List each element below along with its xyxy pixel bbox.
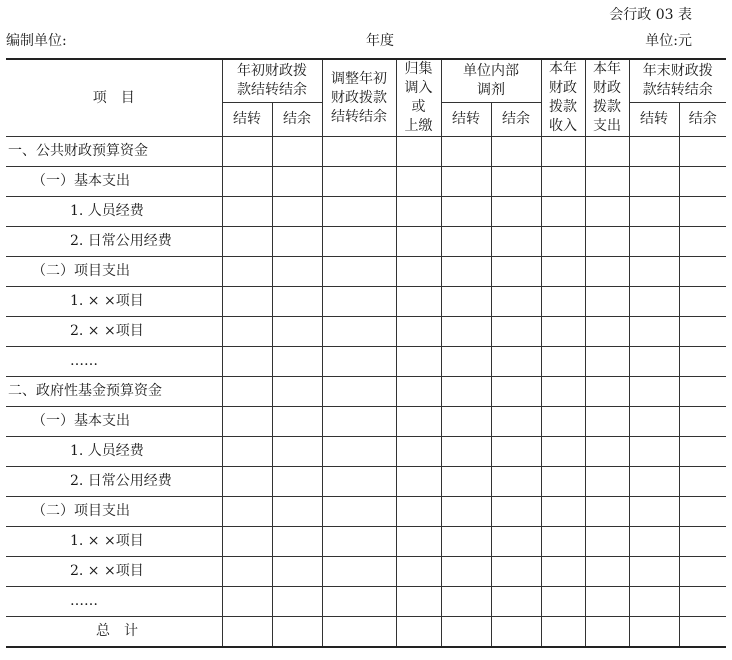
value-cell bbox=[396, 437, 441, 467]
table-row bbox=[6, 347, 726, 377]
internal-adjustment-header: 单位内部 调剂 bbox=[441, 59, 541, 102]
value-cell bbox=[396, 287, 441, 317]
value-cell bbox=[629, 167, 679, 197]
transfer-header: 归集 调入 或 上缴 bbox=[396, 59, 441, 137]
value-cell bbox=[679, 437, 726, 467]
value-cell bbox=[441, 587, 491, 617]
preparing-unit-label: 编制单位: bbox=[6, 33, 67, 49]
opening-balance-subheader: 结余 bbox=[272, 102, 322, 136]
closing-balance-header: 年末财政拨 款结转结余 bbox=[629, 59, 726, 102]
value-cell bbox=[222, 467, 272, 497]
value-cell bbox=[441, 317, 491, 347]
value-cell bbox=[222, 587, 272, 617]
value-cell bbox=[679, 467, 726, 497]
value-cell bbox=[541, 257, 585, 287]
value-cell bbox=[272, 137, 322, 167]
row-label: 1. × ×项目 bbox=[6, 287, 222, 317]
value-cell bbox=[585, 287, 629, 317]
value-cell bbox=[491, 347, 541, 377]
row-label: （二）项目支出 bbox=[6, 497, 222, 527]
value-cell bbox=[491, 377, 541, 407]
value-cell bbox=[679, 527, 726, 557]
internal-balance-subheader: 结余 bbox=[491, 102, 541, 136]
value-cell bbox=[585, 617, 629, 648]
value-cell bbox=[441, 287, 491, 317]
value-cell bbox=[541, 347, 585, 377]
row-label: 1. × ×项目 bbox=[6, 527, 222, 557]
value-cell bbox=[272, 407, 322, 437]
value-cell bbox=[272, 527, 322, 557]
value-cell bbox=[679, 587, 726, 617]
fiscal-appropriation-table bbox=[6, 58, 726, 648]
opening-balance-header: 年初财政拨 款结转结余 bbox=[222, 59, 322, 102]
value-cell bbox=[541, 377, 585, 407]
value-cell bbox=[629, 287, 679, 317]
value-cell bbox=[679, 317, 726, 347]
value-cell bbox=[322, 137, 396, 167]
value-cell bbox=[629, 347, 679, 377]
value-cell bbox=[396, 227, 441, 257]
value-cell bbox=[629, 377, 679, 407]
value-cell bbox=[322, 467, 396, 497]
value-cell bbox=[222, 437, 272, 467]
value-cell bbox=[441, 437, 491, 467]
value-cell bbox=[629, 587, 679, 617]
value-cell bbox=[222, 227, 272, 257]
value-cell bbox=[585, 317, 629, 347]
value-cell bbox=[679, 137, 726, 167]
value-cell bbox=[541, 617, 585, 648]
value-cell bbox=[441, 407, 491, 437]
value-cell bbox=[222, 317, 272, 347]
value-cell bbox=[222, 197, 272, 227]
value-cell bbox=[272, 227, 322, 257]
value-cell bbox=[491, 407, 541, 437]
value-cell bbox=[272, 587, 322, 617]
value-cell bbox=[491, 497, 541, 527]
table-row bbox=[6, 467, 726, 497]
value-cell bbox=[585, 227, 629, 257]
value-cell bbox=[441, 467, 491, 497]
value-cell bbox=[585, 137, 629, 167]
value-cell bbox=[441, 347, 491, 377]
row-label: 1. 人员经费 bbox=[6, 197, 222, 227]
value-cell bbox=[629, 557, 679, 587]
currency-unit-label: 单位:元 bbox=[645, 33, 692, 49]
row-label: （二）项目支出 bbox=[6, 257, 222, 287]
row-label: …… bbox=[6, 587, 222, 617]
row-label: 2. 日常公用经费 bbox=[6, 227, 222, 257]
value-cell bbox=[585, 437, 629, 467]
value-cell bbox=[272, 377, 322, 407]
value-cell bbox=[222, 167, 272, 197]
value-cell bbox=[322, 257, 396, 287]
value-cell bbox=[441, 167, 491, 197]
value-cell bbox=[396, 197, 441, 227]
row-label: 一、公共财政预算资金 bbox=[6, 137, 222, 167]
table-row bbox=[6, 197, 726, 227]
value-cell bbox=[396, 137, 441, 167]
value-cell bbox=[222, 347, 272, 377]
opening-carry-header: 结转 bbox=[222, 102, 272, 136]
table-row bbox=[6, 137, 726, 167]
item-header: 项 目 bbox=[6, 59, 222, 137]
value-cell bbox=[585, 497, 629, 527]
value-cell bbox=[322, 557, 396, 587]
value-cell bbox=[491, 287, 541, 317]
value-cell bbox=[272, 347, 322, 377]
table-row bbox=[6, 587, 726, 617]
table-row bbox=[6, 227, 726, 257]
row-label: 总 计 bbox=[6, 617, 222, 648]
value-cell bbox=[585, 257, 629, 287]
value-cell bbox=[322, 407, 396, 437]
value-cell bbox=[585, 557, 629, 587]
row-label: （一）基本支出 bbox=[6, 167, 222, 197]
value-cell bbox=[629, 317, 679, 347]
value-cell bbox=[441, 197, 491, 227]
value-cell bbox=[396, 317, 441, 347]
value-cell bbox=[396, 167, 441, 197]
value-cell bbox=[679, 617, 726, 648]
table-row bbox=[6, 167, 726, 197]
value-cell bbox=[679, 407, 726, 437]
value-cell bbox=[322, 497, 396, 527]
value-cell bbox=[272, 287, 322, 317]
row-label: 1. 人员经费 bbox=[6, 437, 222, 467]
value-cell bbox=[396, 347, 441, 377]
value-cell bbox=[322, 617, 396, 648]
value-cell bbox=[541, 527, 585, 557]
value-cell bbox=[396, 527, 441, 557]
value-cell bbox=[585, 527, 629, 557]
value-cell bbox=[272, 497, 322, 527]
value-cell bbox=[441, 377, 491, 407]
value-cell bbox=[629, 617, 679, 648]
value-cell bbox=[272, 617, 322, 648]
table-row bbox=[6, 257, 726, 287]
value-cell bbox=[541, 287, 585, 317]
value-cell bbox=[491, 227, 541, 257]
value-cell bbox=[491, 617, 541, 648]
value-cell bbox=[679, 287, 726, 317]
value-cell bbox=[222, 287, 272, 317]
meta-row bbox=[6, 30, 692, 50]
value-cell bbox=[322, 347, 396, 377]
value-cell bbox=[541, 587, 585, 617]
value-cell bbox=[322, 527, 396, 557]
row-label: （一）基本支出 bbox=[6, 407, 222, 437]
form-code: 会行政 03 表 bbox=[609, 7, 692, 23]
row-label: …… bbox=[6, 347, 222, 377]
value-cell bbox=[441, 617, 491, 648]
adjustment-header: 调整年初 财政拨款 结转结余 bbox=[322, 59, 396, 137]
value-cell bbox=[441, 137, 491, 167]
value-cell bbox=[222, 617, 272, 648]
value-cell bbox=[679, 167, 726, 197]
value-cell bbox=[222, 377, 272, 407]
value-cell bbox=[679, 227, 726, 257]
value-cell bbox=[396, 467, 441, 497]
value-cell bbox=[629, 137, 679, 167]
value-cell bbox=[629, 527, 679, 557]
row-label: 2. × ×项目 bbox=[6, 557, 222, 587]
value-cell bbox=[322, 167, 396, 197]
value-cell bbox=[272, 317, 322, 347]
table-row bbox=[6, 377, 726, 407]
value-cell bbox=[491, 317, 541, 347]
closing-carry-header: 结转 bbox=[629, 102, 679, 136]
value-cell bbox=[441, 527, 491, 557]
value-cell bbox=[541, 197, 585, 227]
value-cell bbox=[629, 407, 679, 437]
value-cell bbox=[272, 467, 322, 497]
table-row bbox=[6, 317, 726, 347]
appropriation-income-header: 本年 财政 拨款 收入 bbox=[541, 59, 585, 137]
value-cell bbox=[272, 437, 322, 467]
value-cell bbox=[222, 497, 272, 527]
value-cell bbox=[629, 257, 679, 287]
year-label: 年度 bbox=[366, 33, 394, 49]
value-cell bbox=[585, 377, 629, 407]
value-cell bbox=[272, 197, 322, 227]
value-cell bbox=[679, 347, 726, 377]
table-row bbox=[6, 497, 726, 527]
appropriation-expense-header: 本年 财政 拨款 支出 bbox=[585, 59, 629, 137]
row-label: 二、政府性基金预算资金 bbox=[6, 377, 222, 407]
value-cell bbox=[491, 257, 541, 287]
value-cell bbox=[396, 257, 441, 287]
value-cell bbox=[396, 407, 441, 437]
row-label: 2. × ×项目 bbox=[6, 317, 222, 347]
table-row bbox=[6, 437, 726, 467]
value-cell bbox=[222, 137, 272, 167]
value-cell bbox=[441, 227, 491, 257]
value-cell bbox=[585, 467, 629, 497]
value-cell bbox=[441, 257, 491, 287]
value-cell bbox=[629, 497, 679, 527]
table-row bbox=[6, 527, 726, 557]
value-cell bbox=[491, 197, 541, 227]
value-cell bbox=[396, 587, 441, 617]
value-cell bbox=[222, 407, 272, 437]
table-row bbox=[6, 617, 726, 648]
value-cell bbox=[541, 167, 585, 197]
value-cell bbox=[396, 377, 441, 407]
value-cell bbox=[322, 287, 396, 317]
value-cell bbox=[491, 557, 541, 587]
value-cell bbox=[491, 437, 541, 467]
value-cell bbox=[491, 137, 541, 167]
value-cell bbox=[272, 167, 322, 197]
internal-carry-header: 结转 bbox=[441, 102, 491, 136]
value-cell bbox=[322, 587, 396, 617]
value-cell bbox=[396, 497, 441, 527]
value-cell bbox=[541, 437, 585, 467]
table-row bbox=[6, 557, 726, 587]
value-cell bbox=[585, 587, 629, 617]
value-cell bbox=[679, 257, 726, 287]
value-cell bbox=[272, 257, 322, 287]
value-cell bbox=[679, 557, 726, 587]
closing-balance-subheader: 结余 bbox=[679, 102, 726, 136]
value-cell bbox=[322, 227, 396, 257]
value-cell bbox=[541, 557, 585, 587]
value-cell bbox=[541, 467, 585, 497]
value-cell bbox=[322, 377, 396, 407]
value-cell bbox=[491, 587, 541, 617]
value-cell bbox=[541, 497, 585, 527]
table-row bbox=[6, 287, 726, 317]
value-cell bbox=[629, 467, 679, 497]
value-cell bbox=[322, 317, 396, 347]
value-cell bbox=[491, 167, 541, 197]
value-cell bbox=[272, 557, 322, 587]
table-row bbox=[6, 407, 726, 437]
value-cell bbox=[322, 197, 396, 227]
value-cell bbox=[541, 407, 585, 437]
value-cell bbox=[441, 497, 491, 527]
value-cell bbox=[629, 437, 679, 467]
value-cell bbox=[491, 467, 541, 497]
value-cell bbox=[679, 197, 726, 227]
value-cell bbox=[541, 227, 585, 257]
value-cell bbox=[585, 407, 629, 437]
value-cell bbox=[222, 527, 272, 557]
value-cell bbox=[679, 497, 726, 527]
value-cell bbox=[491, 527, 541, 557]
value-cell bbox=[541, 317, 585, 347]
value-cell bbox=[629, 197, 679, 227]
value-cell bbox=[222, 557, 272, 587]
value-cell bbox=[629, 227, 679, 257]
value-cell bbox=[541, 137, 585, 167]
value-cell bbox=[679, 377, 726, 407]
value-cell bbox=[396, 557, 441, 587]
value-cell bbox=[585, 347, 629, 377]
value-cell bbox=[585, 167, 629, 197]
row-label: 2. 日常公用经费 bbox=[6, 467, 222, 497]
value-cell bbox=[396, 617, 441, 648]
value-cell bbox=[441, 557, 491, 587]
value-cell bbox=[222, 257, 272, 287]
value-cell bbox=[322, 437, 396, 467]
value-cell bbox=[585, 197, 629, 227]
